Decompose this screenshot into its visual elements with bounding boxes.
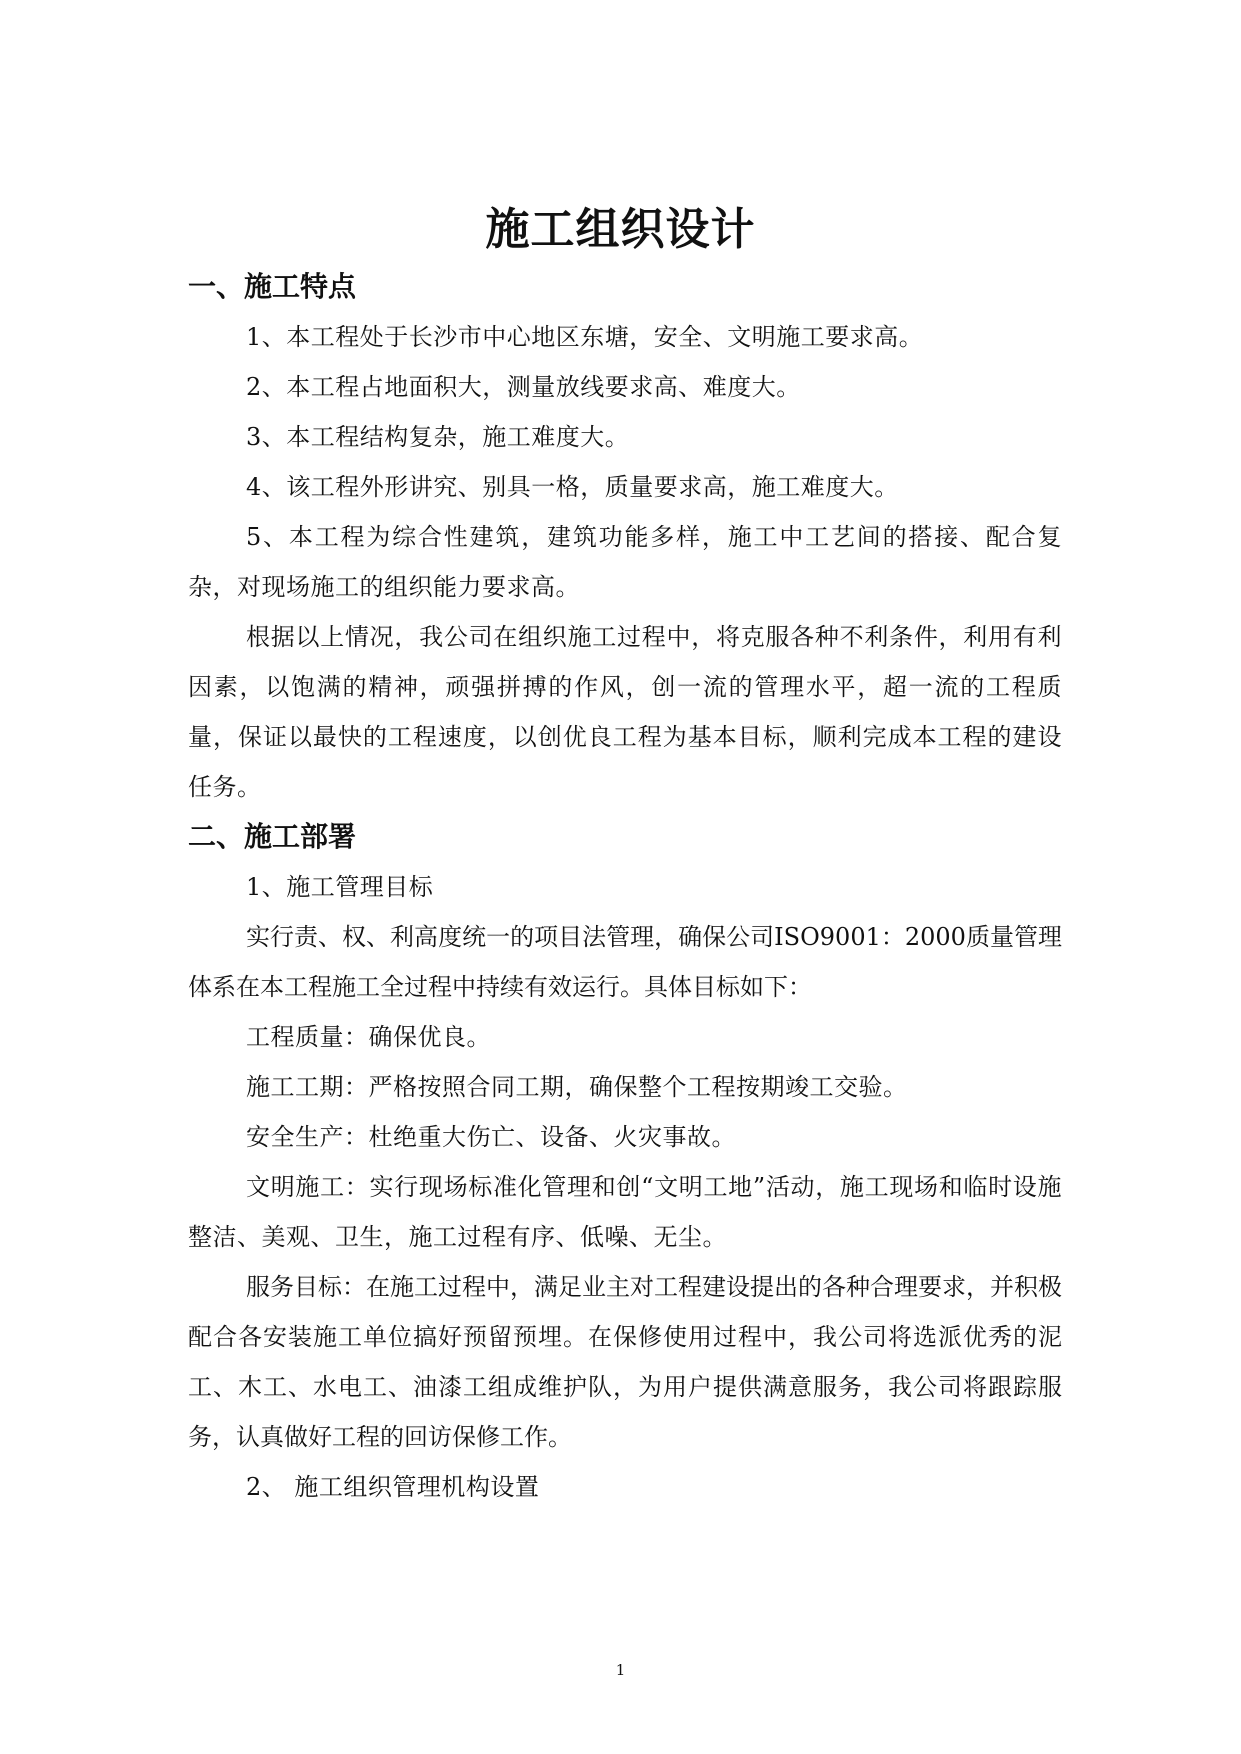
paragraph: 施工工期：严格按照合同工期，确保整个工程按期竣工交验。: [246, 1073, 908, 1101]
paragraph: 4、该工程外形讲究、别具一格，质量要求高，施工难度大。: [246, 473, 899, 501]
paragraph: 实行责、权、利高度统一的项目法管理，确保公司ISO9001：2000质量管理体系在本工程施工全过程中持续有效运行。具体目标如下：: [188, 923, 1062, 1001]
paragraph: 1、本工程处于长沙市中心地区东塘，安全、文明施工要求高。: [246, 323, 924, 351]
document-body: [188, 262, 1062, 1512]
paragraph: 工程质量：确保优良。: [246, 1023, 491, 1051]
section-construction-features: [188, 262, 1062, 812]
paragraph: 5、本工程为综合性建筑，建筑功能多样，施工中工艺间的搭接、配合复杂，对现场施工的组织能力要求高。: [188, 523, 1062, 601]
paragraph: 文明施工：实行现场标准化管理和创“文明工地”活动，施工现场和临时设施整洁、美观、卫生，施工过程有序、低噪、无尘。: [188, 1173, 1062, 1251]
paragraph: 安全生产：杜绝重大伤亡、设备、火灾事故。: [246, 1123, 736, 1151]
paragraph: 1、施工管理目标: [246, 873, 434, 901]
document-title: 施工组织设计: [485, 204, 756, 255]
paragraph: 2、本工程占地面积大，测量放线要求高、难度大。: [246, 373, 801, 401]
paragraph: 根据以上情况，我公司在组织施工过程中，将克服各种不利条件，利用有利因素，以饱满的精神，顽强拼搏的作风，创一流的管理水平，超一流的工程质量，保证以最快的工程速度，以创优良工程为基本目标，顺利完成本工程的建设任务。: [188, 623, 1062, 801]
paragraph: 3、本工程结构复杂，施工难度大。: [246, 423, 630, 451]
section-construction-deployment: [188, 812, 1062, 1512]
paragraph: 服务目标：在施工过程中，满足业主对工程建设提出的各种合理要求，并积极配合各安装施工单位搞好预留预埋。在保修使用过程中，我公司将选派优秀的泥工、木工、水电工、油漆工组成维护队，为用户提供满意服务，我公司将跟踪服务，认真做好工程的回访保修工作。: [188, 1273, 1062, 1451]
page-number: 1: [615, 1661, 626, 1679]
paragraph: 2、 施工组织管理机构设置: [246, 1473, 540, 1501]
section-heading: 二、施工部署: [188, 820, 357, 853]
section-heading: 一、施工特点: [188, 270, 357, 303]
